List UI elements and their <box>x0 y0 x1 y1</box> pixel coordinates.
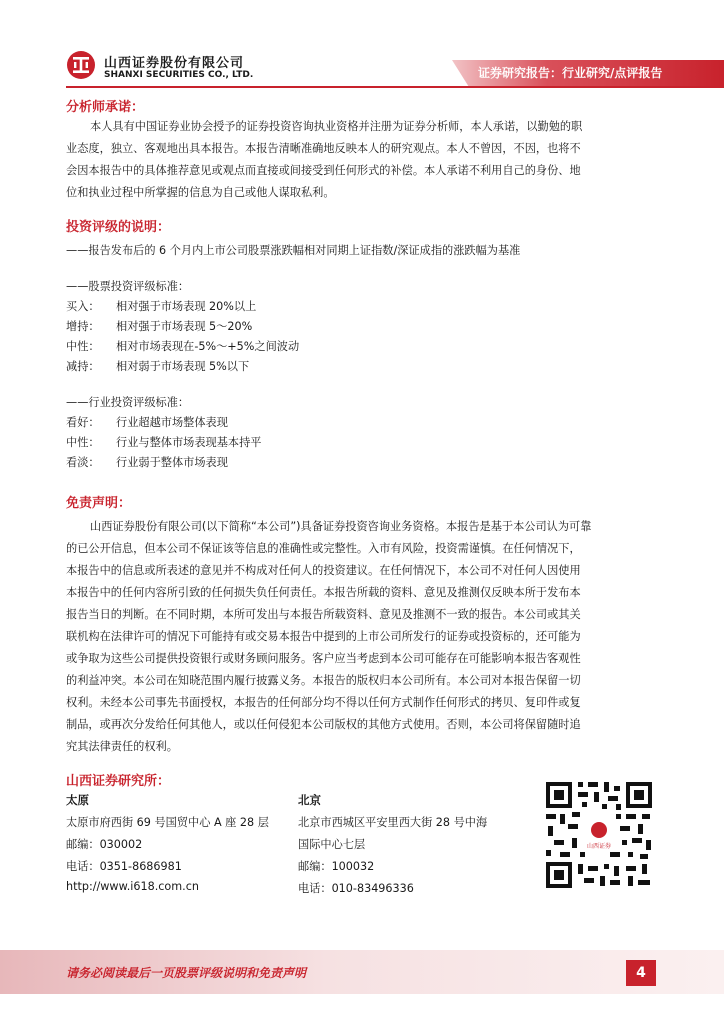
page-header <box>0 0 724 92</box>
disclaimer-line-1: 山西证券股份有限公司(以下简称“本公司”)具备证券投资咨询业务资格。本报告是基于本公司认为可靠 <box>90 520 592 533</box>
analyst-line-2: 业态度，独立、客观地出具本报告。本报告清晰准确地反映本人的研究观点。本人不曾因，不因，也将不 <box>66 142 581 155</box>
taiyuan-website[interactable]: http://www.i618.com.cn <box>66 880 199 893</box>
rating-desc: 行业弱于整体市场表现 <box>116 456 228 469</box>
company-logo-icon <box>66 50 96 80</box>
taiyuan-phone: 电话：0351-8686981 <box>66 860 182 873</box>
rating-label: 减持： <box>66 360 100 373</box>
beijing-heading: 北京 <box>298 793 321 807</box>
footer-notice: 请务必阅读最后一页股票评级说明和免责声明 <box>66 966 307 980</box>
disclaimer-title: 免责声明： <box>66 496 132 511</box>
qr-code-icon[interactable] <box>544 780 654 890</box>
disclaimer-line-4: 本报告中的任何内容所引致的任何损失负任何责任。本报告所载的资料、意见及推测仅反映本所于发布本 <box>66 586 581 599</box>
company-name-cn: 山西证券股份有限公司 <box>104 56 245 71</box>
rating-label: 看好： <box>66 416 100 429</box>
beijing-address-1: 北京市西城区平安里西大街 28 号中海 <box>298 816 488 829</box>
disclaimer-line-8: 的利益冲突。本公司在知晓范围内履行披露义务。本报告的版权归本公司所有。本公司对本报告保留一切 <box>66 674 581 687</box>
rating-desc: 行业超越市场整体表现 <box>116 416 228 429</box>
disclaimer-line-6: 联机构在法律许可的情况下可能持有或交易本报告中提到的上市公司所发行的证券或投资标的，还可能为 <box>66 630 581 643</box>
industry-rating-neutral <box>66 434 261 450</box>
disclaimer-line-2: 的已公开信息，但本公司不保证该等信息的准确性或完整性。入市有风险，投资需谨慎。在任何情况下， <box>66 542 581 555</box>
industry-rating-positive <box>66 414 228 430</box>
beijing-address-2: 国际中心七层 <box>298 838 366 851</box>
institute-title: 山西证券研究所： <box>66 774 171 789</box>
rating-desc: 相对弱于市场表现 5%以下 <box>116 360 250 373</box>
rating-label: 中性： <box>66 436 100 449</box>
rating-desc: 行业与整体市场表现基本持平 <box>116 436 262 449</box>
disclaimer-line-5: 报告当日的判断。在不同时期，本所可发出与本报告所载资料、意见及推测不一致的报告。本公司或其关 <box>66 608 581 621</box>
rating-label: 买入： <box>66 300 100 313</box>
disclaimer-line-9: 权利。未经本公司事先书面授权，本报告的任何部分均不得以任何方式制作任何形式的拷贝、复印件或复 <box>66 696 581 709</box>
disclaimer-line-7: 或争取为这些公司提供投资银行或财务顾问服务。客户应当考虑到本公司可能存在可能影响本报告客观性 <box>66 652 581 665</box>
analyst-line-4: 位和执业过程中所掌握的信息为自己或他人谋取私利。 <box>66 186 335 199</box>
beijing-postcode: 邮编：100032 <box>298 860 375 873</box>
stock-rating-header: ——股票投资评级标准： <box>66 280 190 293</box>
disclaimer-line-11: 究其法律责任的权利。 <box>66 740 178 753</box>
rating-title: 投资评级的说明： <box>66 220 171 235</box>
industry-rating-header: ——行业投资评级标准： <box>66 396 190 409</box>
beijing-phone: 电话：010-83496336 <box>298 882 414 895</box>
rating-label: 看淡： <box>66 456 100 469</box>
disclaimer-line-3: 本报告中的信息或所表述的意见并不构成对任何人的投资建议。在任何情况下，本公司不对任何人因使用 <box>66 564 581 577</box>
rating-desc: 相对强于市场表现 5～20% <box>116 320 253 333</box>
qr-center-label: 山西证券 <box>586 843 612 850</box>
analyst-commitment-title: 分析师承诺： <box>66 100 145 115</box>
taiyuan-address: 太原市府西街 69 号国贸中心 A 座 28 层 <box>66 816 269 829</box>
analyst-line-3: 会因本报告中的具体推荐意见或观点而直接或间接受到任何形式的补偿。本人承诺不利用自己的身份、地 <box>66 164 581 177</box>
stock-rating-buy <box>66 298 256 314</box>
rating-desc: 相对市场表现在-5%～+5%之间波动 <box>116 340 300 353</box>
stock-rating-neutral <box>66 338 299 354</box>
taiyuan-heading: 太原 <box>66 793 89 807</box>
taiyuan-postcode: 邮编：030002 <box>66 838 143 851</box>
stock-rating-overweight <box>66 318 252 334</box>
rating-basis: ——报告发布后的 6 个月内上市公司股票涨跌幅相对同期上证指数/深证成指的涨跌幅为基准 <box>66 244 521 257</box>
disclaimer-line-10: 制品，或再次分发给任何其他人，或以任何侵犯本公司版权的其他方式使用。否则，本公司将保留随时追 <box>66 718 581 731</box>
stock-rating-underweight <box>66 358 249 374</box>
header-divider <box>66 86 724 88</box>
industry-rating-negative <box>66 454 228 470</box>
rating-label: 增持： <box>66 320 100 333</box>
rating-desc: 相对强于市场表现 20%以上 <box>116 300 257 313</box>
page-number: 4 <box>626 960 656 986</box>
rating-label: 中性： <box>66 340 100 353</box>
company-name-en: SHANXI SECURITIES CO., LTD. <box>104 70 254 80</box>
report-type: 证券研究报告：行业研究/点评报告 <box>478 66 663 80</box>
analyst-line-1: 本人具有中国证券业协会授予的证券投资咨询执业资格并注册为证券分析师，本人承诺，以勤勉的职 <box>90 120 583 133</box>
